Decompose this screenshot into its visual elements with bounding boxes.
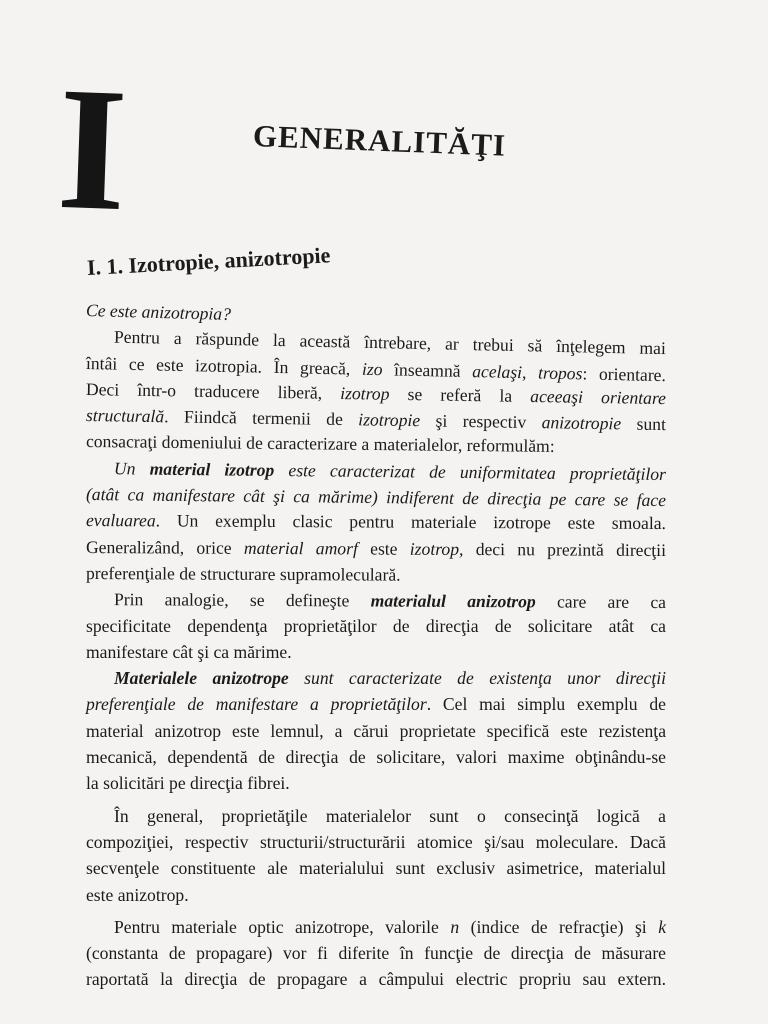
text-line: Deci într-o traducere liberă, izotrop se referă la aceeaşi orientare [85,378,667,408]
text-line: evaluarea. Un exemplu clasic pentru materiale izotrope este smoala. [85,510,667,534]
text-line: la solicitări pe direcţia fibrei. [86,773,290,794]
paragraph-anisotropic-materials [86,665,666,796]
text-line: Prin analogie, se defineşte materialul anizotrop care are ca [113,589,667,613]
text-line: În general, proprietăţile materialelor sunt o consecinţă logică a [114,805,666,826]
paragraph-general-properties [86,803,666,908]
text-line: Un material izotrop este caracterizat de uniformitatea proprietăţilor [113,458,667,484]
paragraph-optical-anisotropy [86,914,666,993]
text-line: specificitate dependenţa proprietăţilor de direcţia de solicitare atât ca [86,615,666,636]
text-line: mecanică, dependentă de direcţia de solicitare, valori maxime obţinându-se [86,747,666,768]
chapter-title: GENERALITĂŢI [252,118,507,163]
text-line: raportată la direcţia de propagare a câmpului electric propriu sau extern. [86,969,666,990]
text-line: secvenţele constituente ale materialului sunt exclusiv asimetrice, materialul [86,858,666,879]
section-title: I. 1. Izotropie, anizotropie [86,242,331,280]
text-line: structurală. Fiindcă termenii de izotropie şi respectiv anizotropie sunt [85,405,667,435]
text-line: preferenţiale de structurare supramoleculară. [85,562,401,585]
question-line: Ce este anizotropia? [85,300,232,325]
text-line: Materialele anizotrope sunt caracterizate de existenţa unor direcţii [114,668,666,689]
text-line: întâi ce este izotropia. În greacă, izo înseamnă acelaşi, tropos: orientare. [85,352,667,385]
chapter-number: I [54,50,130,249]
text-line: preferenţiale de manifestare a proprietăţilor. Cel mai simplu exemplu de [86,694,666,715]
body-text [86,297,666,993]
text-line: (constanta de propagare) vor fi diferite în funcţie de direcţia de măsurare [86,943,666,964]
text-line: (atât ca manifestare cât şi ca mărime) indiferent de direcţia pe care se face [85,484,667,511]
text-line: Pentru a răspunde la această întrebare, ar trebui să înţelegem mai [113,326,667,359]
paragraph-anisotropic-definition [86,586,666,665]
text-line: este anizotrop. [86,884,189,905]
text-line: consacraţi domeniului de caracterizare a materialelor, reformulăm: [85,431,555,457]
paragraph-isotropic-definition [86,455,666,586]
paragraph-isotropy-intro [85,323,667,457]
text-line: Pentru materiale optic anizotrope, valorile n (indice de refracţie) şi k [114,916,666,937]
text-line: material anizotrop este lemnul, a cărui proprietate specifică este rezistenţa [86,720,666,741]
text-line: Generalizând, orice material amorf este izotrop, deci nu prezintă direcţii [85,536,667,560]
text-line: compoziţiei, respectiv structurii/structurării atomice şi/sau moleculare. Dacă [86,831,666,852]
text-line: manifestare cât şi ca mărime. [86,641,292,662]
